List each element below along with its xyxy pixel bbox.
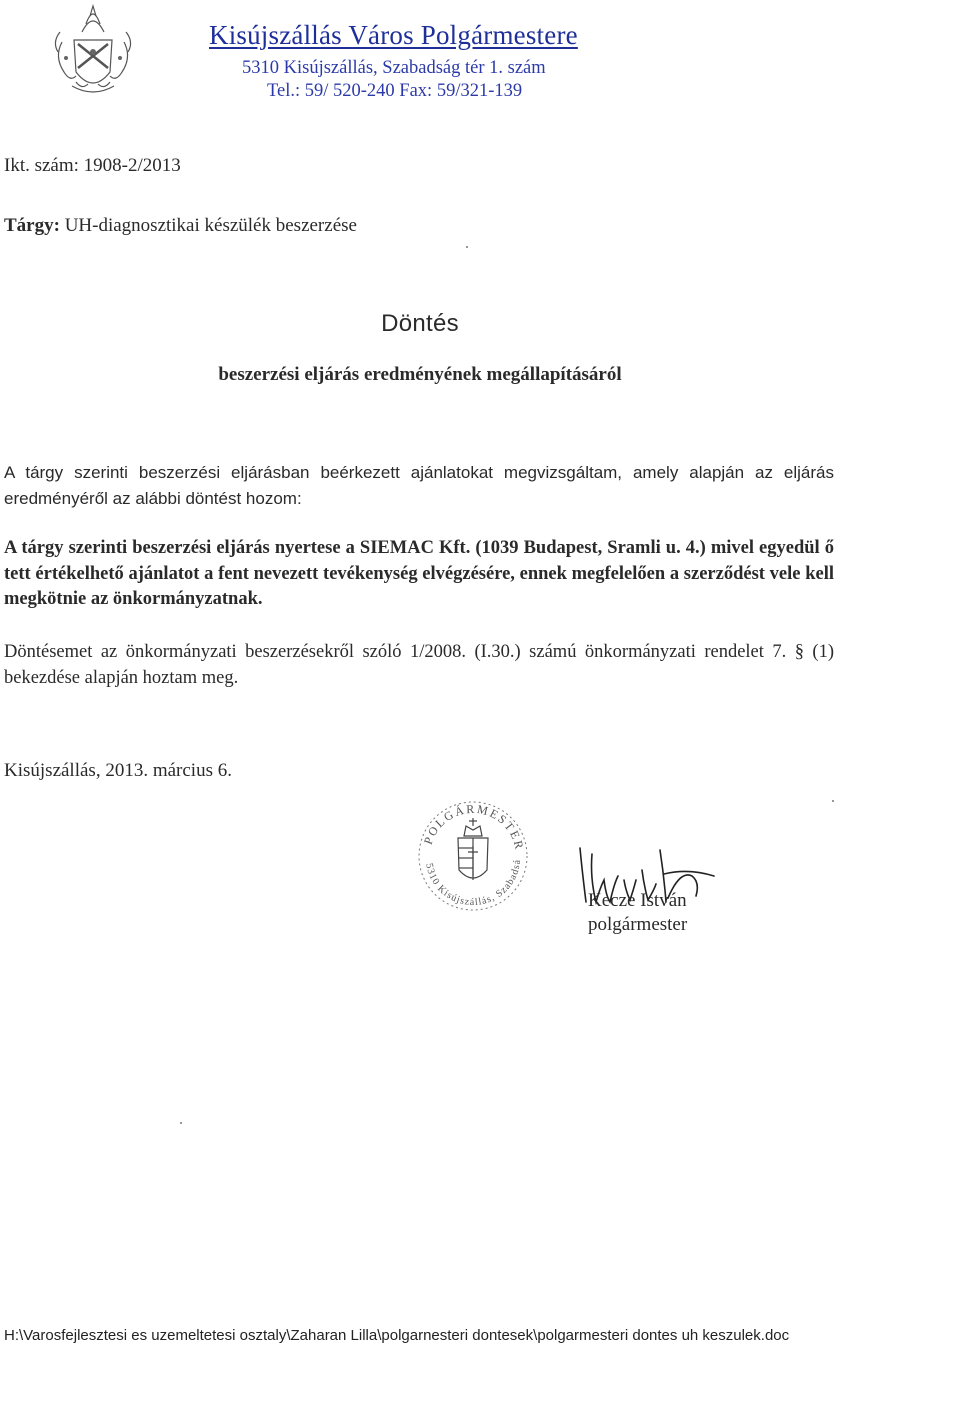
scan-speck [180, 1122, 182, 1124]
place-and-date: Kisújszállás, 2013. március 6. [4, 760, 232, 781]
scan-speck [466, 246, 468, 248]
reference-number: Ikt. szám: 1908-2/2013 [4, 155, 181, 176]
subject-label: Tárgy: [4, 215, 60, 236]
official-seal-stamp-icon [408, 792, 538, 917]
organization-address: 5310 Kisújszállás, Szabadság tér 1. szám [242, 58, 546, 78]
svg-text:POLGÁRMESTER [421, 802, 527, 852]
organization-phone-fax: Tel.: 59/ 520-240 Fax: 59/321-139 [267, 81, 523, 101]
subject-text: UH-diagnosztikai készülék beszerzése [64, 215, 357, 236]
decision-paragraph: A tárgy szerinti beszerzési eljárás nyertese a SIEMAC Kft. (1039 Budapest, Sramli u. 4.) mivel egyedül ő tett értékelhető ajánlatot a fent nevezett tevékenység elvégzésére, ennek megfelelően a szerződést vele kell megkötnie az önkormányzatnak. [4, 538, 834, 609]
signer-title: polgármester [588, 914, 688, 935]
legal-basis-paragraph: Döntésemet az önkormányzati beszerzésekről szóló 1/2008. (I.30.) számú önkormányzati rendelet 7. § (1) bekezdése alapján hoztam meg. [4, 642, 834, 688]
footer-file-path: H:\Varosfejlesztesi es uzemeltetesi osztaly\Zaharan Lilla\polgarnesteri dontesek\polgarmesteri dontes uh keszulek.doc [4, 1327, 790, 1344]
subject-line [4, 215, 357, 237]
intro-paragraph: A tárgy szerinti beszerzési eljárásban beérkezett ajánlatokat megvizsgáltam, amely alapján az eljárás eredményéről az alábbi döntést hozom: [4, 463, 834, 508]
scan-speck [832, 800, 834, 802]
city-coat-of-arms-icon [52, 2, 134, 102]
signer-name: Kecze István [588, 890, 687, 911]
seal-text-top: POLGÁRMESTER [420, 801, 527, 853]
seal-text-bottom: 5310 Kisújszállás, Szabadsá [423, 858, 524, 909]
organization-name: Kisújszállás Város Polgármestere [209, 20, 578, 50]
svg-text:5310 Kisújszállás, Szabadság t [408, 792, 523, 908]
document-title: Döntés [381, 310, 459, 337]
document-subtitle: beszerzési eljárás eredményének megállapításáról [218, 364, 622, 385]
